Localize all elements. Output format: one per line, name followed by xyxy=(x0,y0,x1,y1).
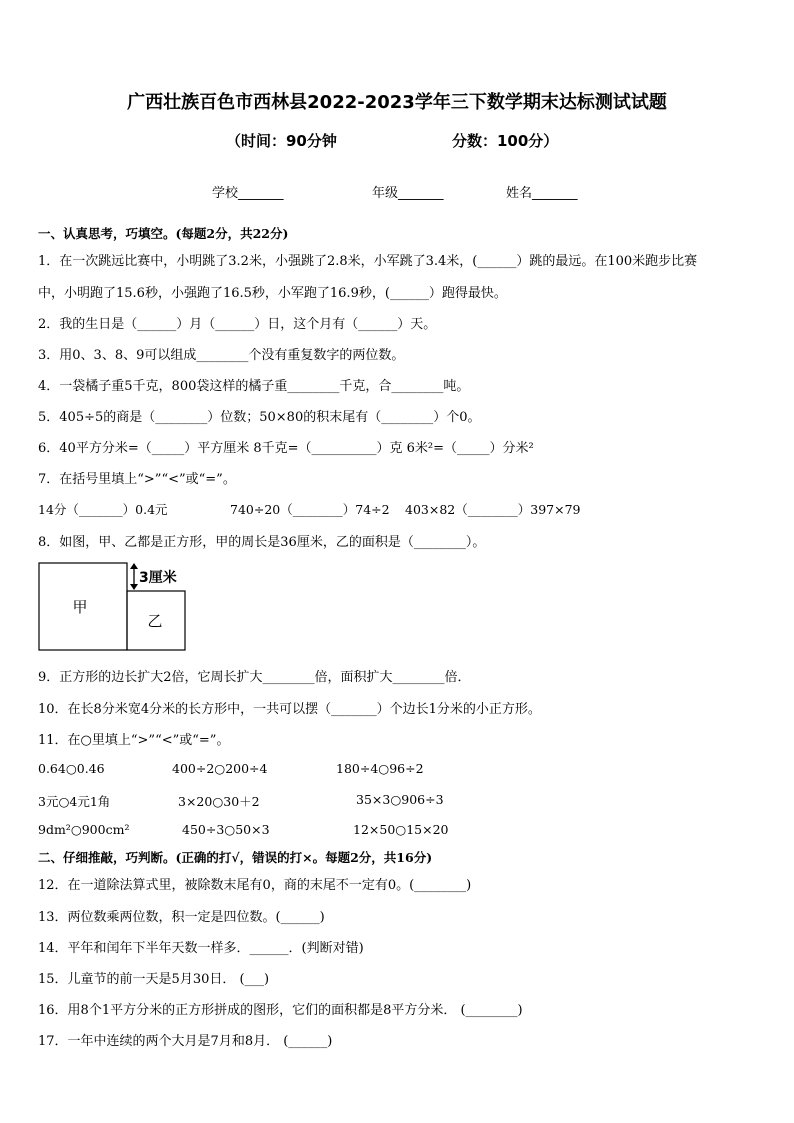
label-jia: 甲 xyxy=(72,598,88,616)
square-figure xyxy=(38,562,198,652)
section-1-title: 一、认真思考，巧填空。(每题2分，共22分) xyxy=(38,226,289,241)
school-field: 学校_______ xyxy=(212,186,284,201)
grade-field: 年级_______ xyxy=(372,186,444,201)
question-10: 10．在长8分米宽4分米的长方形中，一共可以摆（_______）个边长1分米的小正方形。 xyxy=(38,702,541,717)
section-2-title: 二、仔细推敲，巧判断。(正确的打√，错误的打×。每题2分，共16分) xyxy=(38,850,433,865)
question-11: 11．在○里填上“>”“<”或“=”。 xyxy=(38,733,230,748)
question-17: 17．一年中连续的两个大月是7月和8月． (______) xyxy=(38,1034,333,1049)
compare-item: 3元○4元1角 xyxy=(38,794,111,809)
exam-title: 广西壮族百色市西林县2022-2023学年三下数学期末达标测试试题 xyxy=(127,92,667,113)
compare-item: 9dm²○900cm² xyxy=(38,822,130,837)
question-4: 4．一袋橘子重5千克，800袋这样的橘子重________千克，合________吨。 xyxy=(38,379,470,394)
time-limit: （时间：90分钟 xyxy=(226,132,337,150)
question-5: 5．405÷5的商是（________）位数；50×80的积末尾有（________）个0。 xyxy=(38,410,481,425)
compare-item: 0.64○0.46 xyxy=(38,761,105,776)
question-1-line-2: 中，小明跑了15.6秒，小强跑了16.5秒，小军跑了16.9秒，(______）跑得最快。 xyxy=(38,286,507,301)
question-6: 6．40平方分米=（_____）平方厘米 8千克=（__________）克 6米²=（_____）分米² xyxy=(38,441,534,456)
question-7-item: 740÷20（________）74÷2 xyxy=(230,502,390,517)
compare-item: 12×50○15×20 xyxy=(353,822,449,837)
question-15: 15．儿童节的前一天是5月30日． (___) xyxy=(38,972,270,987)
question-7-item: 14分（_______）0.4元 xyxy=(38,502,168,517)
question-9: 9．正方形的边长扩大2倍，它周长扩大________倍，面积扩大________倍． xyxy=(38,670,471,685)
question-14: 14．平年和闰年下半年天数一样多．______．(判断对错) xyxy=(38,941,364,956)
label-yi: 乙 xyxy=(147,612,163,630)
compare-item: 35×3○906÷3 xyxy=(356,792,444,807)
compare-item: 400÷2○200÷4 xyxy=(172,761,268,776)
question-7-item: 403×82（________）397×79 xyxy=(405,502,581,517)
arrow-down-icon xyxy=(130,584,138,590)
question-3: 3．用0、3、8、9可以组成________个没有重复数字的两位数。 xyxy=(38,348,405,363)
dimension-label: 3厘米 xyxy=(139,570,177,586)
question-8: 8．如图，甲、乙都是正方形，甲的周长是36厘米，乙的面积是（________）。 xyxy=(38,535,486,550)
question-1-line-1: 1．在一次跳远比赛中，小明跳了3.2米，小强跳了2.8米，小军跳了3.4米，(______）跳的最远。在100米跑步比赛 xyxy=(38,254,698,269)
question-12: 12．在一道除法算式里，被除数末尾有0，商的末尾不一定有0。(________) xyxy=(38,878,472,893)
arrow-up-icon xyxy=(130,563,138,569)
total-score: 分数：100分） xyxy=(452,132,559,150)
name-field: 姓名_______ xyxy=(506,186,578,201)
question-2: 2．我的生日是（______）月（______）日，这个月有（______）天。 xyxy=(38,317,437,332)
compare-item: 3×20○30＋2 xyxy=(178,794,260,809)
question-16: 16．用8个1平方分米的正方形拼成的图形，它们的面积都是8平方分米． (________) xyxy=(38,1003,523,1018)
compare-item: 180÷4○96÷2 xyxy=(336,761,424,776)
question-13: 13．两位数乘两位数，积一定是四位数。(______) xyxy=(38,910,325,925)
question-7: 7．在括号里填上“>”“<”或“=”。 xyxy=(38,472,236,487)
compare-item: 450÷3○50×3 xyxy=(182,822,270,837)
